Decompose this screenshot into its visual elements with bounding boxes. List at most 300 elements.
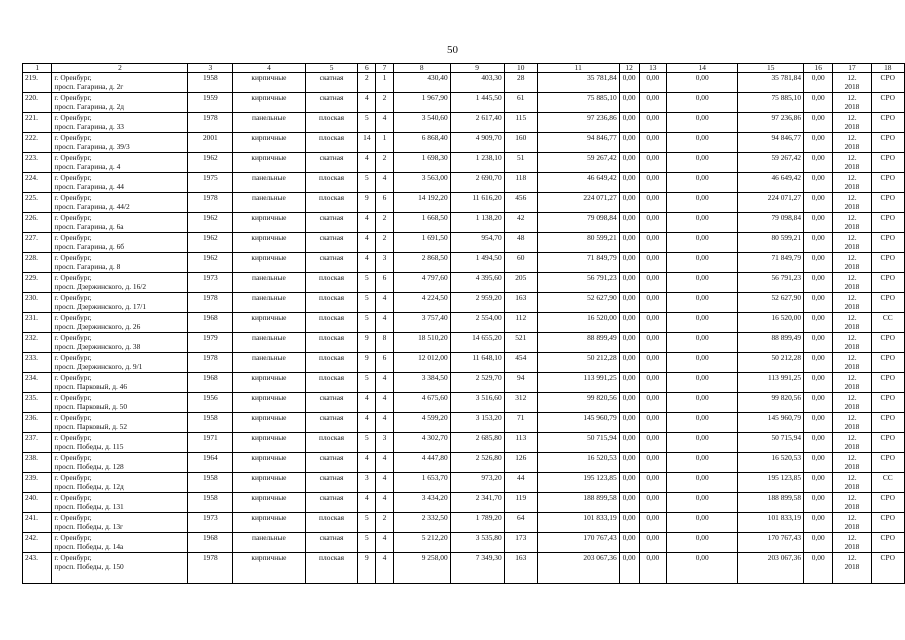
cell-floors: 5 (358, 313, 376, 333)
cell-c12: 0,00 (619, 113, 639, 133)
cell-c13: 0,00 (639, 153, 667, 173)
cell-c13: 0,00 (639, 473, 667, 493)
cell-num: 227. (23, 233, 52, 253)
cell-people: 119 (504, 493, 537, 513)
cell-area1: 4 599,20 (393, 413, 450, 433)
address-city: г. Оренбург, (54, 473, 92, 482)
cell-cost: 170 767,43 (537, 533, 619, 553)
cell-c14: 0,00 (667, 253, 738, 273)
cell-num: 223. (23, 153, 52, 173)
cell-roof: скатная (305, 253, 358, 273)
cell-c14: 0,00 (667, 373, 738, 393)
cell-cost: 94 846,77 (537, 133, 619, 153)
cell-c16: 0,00 (804, 313, 833, 333)
cell-area2: 973,20 (450, 473, 504, 493)
cell-c12: 0,00 (619, 213, 639, 233)
cell-area2: 2 959,20 (450, 293, 504, 313)
cell-roof: скатная (305, 533, 358, 553)
cell-c16: 0,00 (804, 433, 833, 453)
cell-c15: 16 520,53 (738, 453, 804, 473)
cell-floors: 4 (358, 93, 376, 113)
cell-c13: 0,00 (639, 193, 667, 213)
table-row (23, 333, 905, 353)
cell-floors: 5 (358, 293, 376, 313)
cell-c13: 0,00 (639, 93, 667, 113)
cell-wall: кирпичные (233, 253, 305, 273)
cell-area2: 14 655,20 (450, 333, 504, 353)
cell-c14: 0,00 (667, 553, 738, 584)
cell-c16: 0,00 (804, 213, 833, 233)
cell-entr: 1 (376, 133, 394, 153)
cell-way: СРО (871, 193, 904, 213)
cell-area1: 3 540,60 (393, 113, 450, 133)
cell-way: СРО (871, 73, 904, 93)
address-cell (52, 173, 188, 193)
cell-area2: 4 395,60 (450, 273, 504, 293)
cell-area1: 4 797,60 (393, 273, 450, 293)
cell-c16: 0,00 (804, 453, 833, 473)
deadline-cell (833, 253, 871, 273)
cell-area1: 1 967,90 (393, 93, 450, 113)
cell-c14: 0,00 (667, 213, 738, 233)
cell-num: 220. (23, 93, 52, 113)
column-header: 17 (833, 64, 871, 73)
cell-wall: кирпичные (233, 133, 305, 153)
cell-c16: 0,00 (804, 533, 833, 553)
cell-wall: кирпичные (233, 153, 305, 173)
cell-roof: скатная (305, 493, 358, 513)
cell-wall: панельные (233, 273, 305, 293)
deadline-month: 12. (847, 353, 857, 362)
address-street: просп. Дзержинского, д. 17/1 (54, 302, 147, 311)
column-header: 13 (639, 64, 667, 73)
deadline-year: 2018 (844, 462, 860, 471)
address-cell (52, 413, 188, 433)
table-row (23, 193, 905, 213)
address-street: просп. Гагарина, д. 6б (54, 242, 125, 251)
cell-area1: 4 302,70 (393, 433, 450, 453)
cell-cost: 50 212,28 (537, 353, 619, 373)
cell-c15: 203 067,36 (738, 553, 804, 584)
cell-num: 233. (23, 353, 52, 373)
address-city: г. Оренбург, (54, 233, 92, 242)
address-cell (52, 153, 188, 173)
cell-area2: 2 690,70 (450, 173, 504, 193)
cell-c15: 50 212,28 (738, 353, 804, 373)
cell-c14: 0,00 (667, 413, 738, 433)
cell-c15: 101 833,19 (738, 513, 804, 533)
address-city: г. Оренбург, (54, 333, 92, 342)
address-city: г. Оренбург, (54, 93, 92, 102)
cell-c16: 0,00 (804, 493, 833, 513)
deadline-year: 2018 (844, 442, 860, 451)
deadline-month: 12. (847, 173, 857, 182)
cell-c16: 0,00 (804, 373, 833, 393)
cell-entr: 8 (376, 333, 394, 353)
cell-roof: скатная (305, 213, 358, 233)
column-header: 15 (738, 64, 804, 73)
deadline-cell (833, 273, 871, 293)
cell-cost: 52 627,90 (537, 293, 619, 313)
cell-area1: 1 698,30 (393, 153, 450, 173)
cell-c13: 0,00 (639, 213, 667, 233)
cell-year: 1962 (188, 253, 233, 273)
deadline-year: 2018 (844, 142, 860, 151)
cell-people: 71 (504, 413, 537, 433)
cell-area1: 1 691,50 (393, 233, 450, 253)
cell-people: 113 (504, 433, 537, 453)
cell-cost: 101 833,19 (537, 513, 619, 533)
cell-c14: 0,00 (667, 473, 738, 493)
cell-year: 1978 (188, 113, 233, 133)
cell-c12: 0,00 (619, 333, 639, 353)
cell-year: 1964 (188, 453, 233, 473)
cell-area1: 1 668,50 (393, 213, 450, 233)
deadline-year: 2018 (844, 502, 860, 511)
table-row (23, 373, 905, 393)
cell-roof: плоская (305, 133, 358, 153)
deadline-month: 12. (847, 393, 857, 402)
cell-cost: 56 791,23 (537, 273, 619, 293)
cell-entr: 2 (376, 233, 394, 253)
cell-c12: 0,00 (619, 353, 639, 373)
cell-c15: 79 098,84 (738, 213, 804, 233)
address-cell (52, 273, 188, 293)
cell-c14: 0,00 (667, 293, 738, 313)
cell-floors: 4 (358, 413, 376, 433)
cell-c16: 0,00 (804, 393, 833, 413)
address-street: просп. Победы, д. 115 (54, 442, 124, 451)
cell-area2: 3 153,20 (450, 413, 504, 433)
address-cell (52, 353, 188, 373)
cell-c13: 0,00 (639, 273, 667, 293)
cell-area2: 2 529,70 (450, 373, 504, 393)
deadline-cell (833, 513, 871, 533)
cell-num: 243. (23, 553, 52, 584)
cell-c14: 0,00 (667, 453, 738, 473)
address-street: просп. Дзержинского, д. 9/1 (54, 362, 143, 371)
cell-way: СРО (871, 93, 904, 113)
cell-c13: 0,00 (639, 513, 667, 533)
cell-people: 521 (504, 333, 537, 353)
deadline-year: 2018 (844, 542, 860, 551)
address-cell (52, 233, 188, 253)
address-street: просп. Победы, д. 12д (54, 482, 124, 491)
deadline-cell (833, 393, 871, 413)
table-row (23, 293, 905, 313)
table-row (23, 93, 905, 113)
cell-roof: скатная (305, 473, 358, 493)
cell-c12: 0,00 (619, 493, 639, 513)
cell-entr: 6 (376, 353, 394, 373)
address-cell (52, 293, 188, 313)
cell-c15: 88 899,49 (738, 333, 804, 353)
deadline-year: 2018 (844, 282, 860, 291)
cell-wall: кирпичные (233, 413, 305, 433)
deadline-year: 2018 (844, 422, 860, 431)
cell-year: 2001 (188, 133, 233, 153)
cell-wall: кирпичные (233, 233, 305, 253)
cell-c12: 0,00 (619, 253, 639, 273)
address-street: просп. Гагарина, д. 2г (54, 82, 124, 91)
cell-area1: 3 434,20 (393, 493, 450, 513)
deadline-year: 2018 (844, 522, 860, 531)
cell-year: 1962 (188, 153, 233, 173)
cell-c12: 0,00 (619, 453, 639, 473)
cell-wall: кирпичные (233, 433, 305, 453)
column-header: 16 (804, 64, 833, 73)
deadline-month: 12. (847, 93, 857, 102)
address-cell (52, 93, 188, 113)
cell-year: 1958 (188, 473, 233, 493)
cell-c12: 0,00 (619, 373, 639, 393)
cell-floors: 5 (358, 533, 376, 553)
cell-way: СС (871, 313, 904, 333)
cell-num: 239. (23, 473, 52, 493)
cell-wall: кирпичные (233, 313, 305, 333)
cell-area1: 2 868,50 (393, 253, 450, 273)
cell-area2: 1 238,10 (450, 153, 504, 173)
cell-c16: 0,00 (804, 73, 833, 93)
deadline-year: 2018 (844, 202, 860, 211)
cell-people: 94 (504, 373, 537, 393)
cell-c14: 0,00 (667, 73, 738, 93)
cell-cost: 99 820,56 (537, 393, 619, 413)
table-row (23, 473, 905, 493)
cell-people: 126 (504, 453, 537, 473)
deadline-month: 12. (847, 533, 857, 542)
cell-area2: 403,30 (450, 73, 504, 93)
cell-c15: 195 123,85 (738, 473, 804, 493)
deadline-year: 2018 (844, 322, 860, 331)
cell-c12: 0,00 (619, 293, 639, 313)
cell-c15: 71 849,79 (738, 253, 804, 273)
address-street: просп. Гагарина, д. 33 (54, 122, 124, 131)
cell-entr: 4 (376, 293, 394, 313)
cell-wall: панельные (233, 333, 305, 353)
cell-area1: 430,40 (393, 73, 450, 93)
deadline-year: 2018 (844, 122, 860, 131)
cell-floors: 4 (358, 233, 376, 253)
address-street: просп. Дзержинского, д. 26 (54, 322, 141, 331)
cell-way: СРО (871, 353, 904, 373)
address-street: просп. Дзержинского, д. 38 (54, 342, 141, 351)
cell-wall: панельные (233, 193, 305, 213)
cell-wall: панельные (233, 293, 305, 313)
cell-cost: 46 649,42 (537, 173, 619, 193)
cell-floors: 9 (358, 553, 376, 584)
cell-year: 1968 (188, 313, 233, 333)
cell-area1: 12 012,00 (393, 353, 450, 373)
address-city: г. Оренбург, (54, 133, 92, 142)
cell-area1: 3 757,40 (393, 313, 450, 333)
cell-roof: плоская (305, 373, 358, 393)
cell-people: 28 (504, 73, 537, 93)
table-row (23, 393, 905, 413)
deadline-year: 2018 (844, 82, 860, 91)
cell-roof: плоская (305, 313, 358, 333)
cell-way: СРО (871, 153, 904, 173)
cell-entr: 4 (376, 393, 394, 413)
cell-c13: 0,00 (639, 553, 667, 584)
cell-cost: 16 520,53 (537, 453, 619, 473)
cell-c15: 35 781,84 (738, 73, 804, 93)
deadline-month: 12. (847, 73, 857, 82)
deadline-cell (833, 473, 871, 493)
address-cell (52, 133, 188, 153)
cell-entr: 4 (376, 113, 394, 133)
cell-people: 60 (504, 253, 537, 273)
deadline-month: 12. (847, 273, 857, 282)
cell-area1: 4 447,80 (393, 453, 450, 473)
deadline-cell (833, 93, 871, 113)
cell-area2: 7 349,30 (450, 553, 504, 584)
deadline-cell (833, 173, 871, 193)
deadline-cell (833, 113, 871, 133)
cell-area2: 2 554,00 (450, 313, 504, 333)
cell-entr: 6 (376, 193, 394, 213)
cell-c15: 94 846,77 (738, 133, 804, 153)
cell-area1: 4 224,50 (393, 293, 450, 313)
cell-c16: 0,00 (804, 113, 833, 133)
deadline-year: 2018 (844, 402, 860, 411)
column-header: 1 (23, 64, 52, 73)
cell-people: 64 (504, 513, 537, 533)
address-city: г. Оренбург, (54, 493, 92, 502)
cell-c14: 0,00 (667, 433, 738, 453)
address-street: просп. Парковый, д. 46 (54, 382, 128, 391)
cell-area2: 1 494,50 (450, 253, 504, 273)
cell-c13: 0,00 (639, 233, 667, 253)
cell-way: СРО (871, 273, 904, 293)
cell-area1: 9 258,00 (393, 553, 450, 584)
cell-year: 1978 (188, 193, 233, 213)
cell-c15: 50 715,94 (738, 433, 804, 453)
address-cell (52, 253, 188, 273)
cell-c16: 0,00 (804, 173, 833, 193)
address-street: просп. Победы, д. 150 (54, 562, 124, 571)
address-street: просп. Гагарина, д. 2д (54, 102, 125, 111)
page-number: 50 (447, 44, 458, 56)
cell-year: 1962 (188, 213, 233, 233)
cell-wall: кирпичные (233, 473, 305, 493)
cell-area2: 3 535,80 (450, 533, 504, 553)
address-city: г. Оренбург, (54, 373, 92, 382)
table-row (23, 213, 905, 233)
cell-c14: 0,00 (667, 273, 738, 293)
deadline-cell (833, 453, 871, 473)
cell-entr: 4 (376, 413, 394, 433)
deadline-year: 2018 (844, 342, 860, 351)
deadline-month: 12. (847, 133, 857, 142)
address-cell (52, 513, 188, 533)
table-row (23, 513, 905, 533)
deadline-cell (833, 333, 871, 353)
address-street: просп. Гагарина, д. 6а (54, 222, 124, 231)
cell-area2: 4 909,70 (450, 133, 504, 153)
cell-cost: 59 267,42 (537, 153, 619, 173)
cell-way: СРО (871, 333, 904, 353)
cell-c12: 0,00 (619, 413, 639, 433)
address-street: просп. Гагарина, д. 4 (54, 162, 121, 171)
cell-year: 1959 (188, 93, 233, 113)
cell-way: СРО (871, 513, 904, 533)
cell-c15: 59 267,42 (738, 153, 804, 173)
deadline-cell (833, 73, 871, 93)
address-city: г. Оренбург, (54, 433, 92, 442)
cell-entr: 4 (376, 533, 394, 553)
cell-c16: 0,00 (804, 193, 833, 213)
deadline-month: 12. (847, 113, 857, 122)
deadline-month: 12. (847, 373, 857, 382)
cell-c15: 145 960,79 (738, 413, 804, 433)
cell-num: 228. (23, 253, 52, 273)
deadline-cell (833, 153, 871, 173)
cell-c16: 0,00 (804, 253, 833, 273)
deadline-month: 12. (847, 153, 857, 162)
cell-c14: 0,00 (667, 393, 738, 413)
deadline-month: 12. (847, 213, 857, 222)
cell-people: 456 (504, 193, 537, 213)
table-row (23, 553, 905, 584)
cell-entr: 4 (376, 453, 394, 473)
cell-floors: 4 (358, 253, 376, 273)
cell-wall: панельные (233, 533, 305, 553)
cell-year: 1958 (188, 73, 233, 93)
cell-c14: 0,00 (667, 193, 738, 213)
cell-way: СРО (871, 253, 904, 273)
deadline-month: 12. (847, 433, 857, 442)
cell-people: 44 (504, 473, 537, 493)
cell-people: 163 (504, 293, 537, 313)
cell-cost: 113 991,25 (537, 373, 619, 393)
address-cell (52, 113, 188, 133)
cell-cost: 97 236,86 (537, 113, 619, 133)
cell-year: 1975 (188, 173, 233, 193)
cell-way: СРО (871, 133, 904, 153)
cell-c15: 188 899,58 (738, 493, 804, 513)
cell-c13: 0,00 (639, 113, 667, 133)
table-row (23, 453, 905, 473)
table-row (23, 233, 905, 253)
cell-area2: 2 526,80 (450, 453, 504, 473)
table-row (23, 153, 905, 173)
cell-num: 236. (23, 413, 52, 433)
cell-c14: 0,00 (667, 93, 738, 113)
address-street: просп. Гагарина, д. 44 (54, 182, 124, 191)
deadline-cell (833, 293, 871, 313)
cell-c16: 0,00 (804, 353, 833, 373)
cell-num: 238. (23, 453, 52, 473)
cell-c12: 0,00 (619, 513, 639, 533)
address-street: просп. Гагарина, д. 39/3 (54, 142, 130, 151)
cell-num: 225. (23, 193, 52, 213)
deadline-year: 2018 (844, 242, 860, 251)
deadline-year: 2018 (844, 262, 860, 271)
column-header: 3 (188, 64, 233, 73)
cell-floors: 4 (358, 213, 376, 233)
cell-wall: кирпичные (233, 213, 305, 233)
cell-c15: 52 627,90 (738, 293, 804, 313)
cell-num: 222. (23, 133, 52, 153)
cell-way: СРО (871, 213, 904, 233)
cell-c15: 46 649,42 (738, 173, 804, 193)
cell-floors: 5 (358, 273, 376, 293)
column-header: 2 (52, 64, 188, 73)
cell-c12: 0,00 (619, 393, 639, 413)
cell-way: СРО (871, 173, 904, 193)
cell-c12: 0,00 (619, 433, 639, 453)
